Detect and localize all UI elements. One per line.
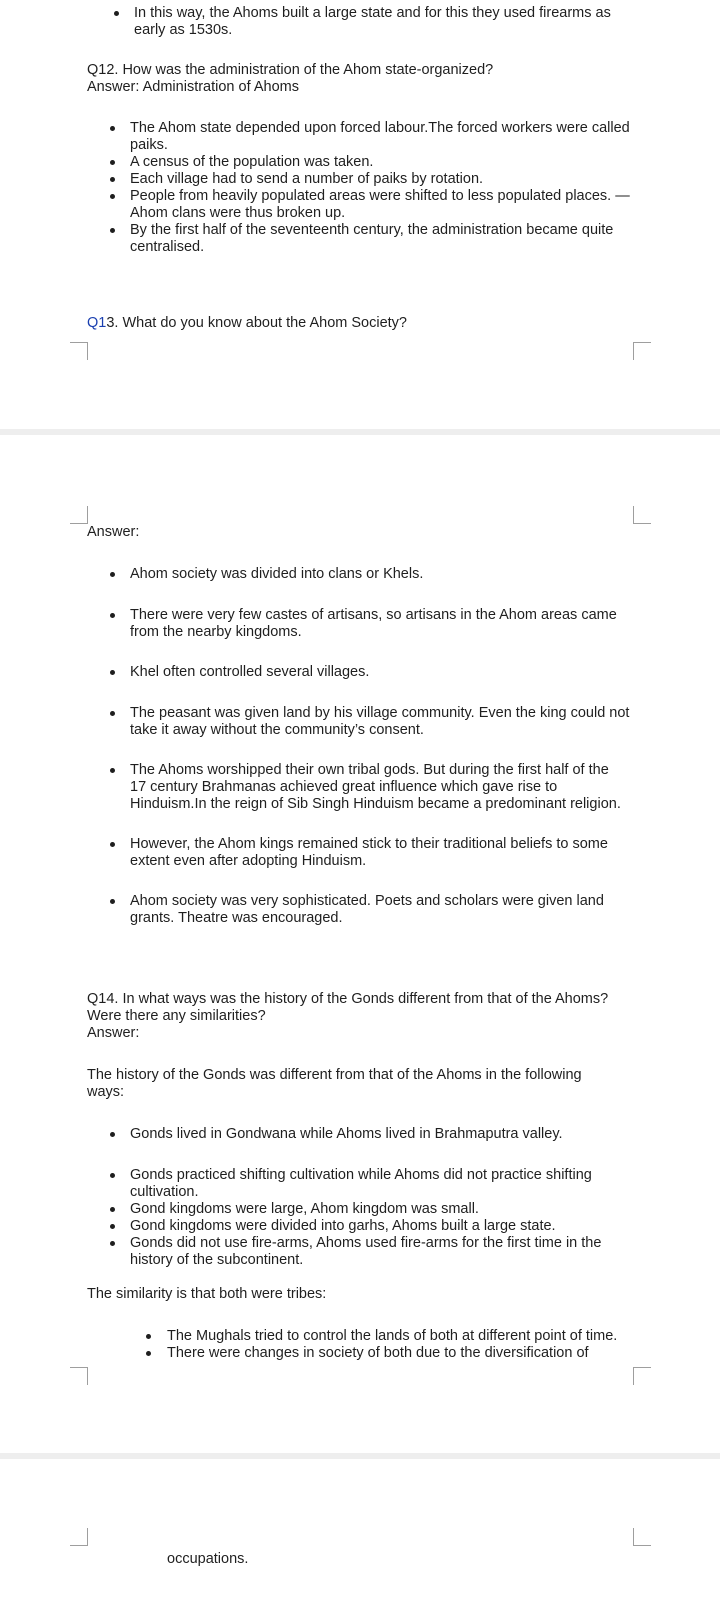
list-item: Gond kingdoms were large, Ahom kingdom was small.: [130, 1201, 479, 1217]
bullet-dot: [110, 160, 115, 165]
list-item: By the first half of the seventeenth century, the administration became quite: [130, 222, 614, 238]
similarity-heading: The similarity is that both were tribes:: [87, 1286, 327, 1302]
bullet-dot: [110, 1241, 115, 1246]
question-q14: Q14. In what ways was the history of the Gonds different from that of the Ahoms?: [87, 991, 609, 1007]
bullet-dot: [110, 572, 115, 577]
crop-mark-icon: [633, 342, 651, 360]
intro-text: ways:: [87, 1084, 125, 1100]
crop-mark-icon: [70, 1367, 88, 1385]
answer-label: Answer:: [87, 524, 140, 540]
crop-mark-icon: [70, 1528, 88, 1546]
question-text: 3. What do you know about the Ahom Society?: [106, 315, 407, 331]
list-item: The peasant was given land by his village community. Even the king could not: [130, 705, 630, 721]
list-item: The Ahoms worshipped their own tribal gods. But during the first half of the: [130, 762, 609, 778]
bullet-dot: [110, 670, 115, 675]
bullet-dot: [110, 1207, 115, 1212]
bullet-dot: [110, 126, 115, 131]
list-item: Hinduism.In the reign of Sib Singh Hinduism became a predominant religion.: [130, 796, 621, 812]
question-q12: Q12. How was the administration of the Ahom state-organized?: [87, 62, 494, 78]
document-page-1: [0, 0, 720, 432]
bullet-dot: [110, 1224, 115, 1229]
question-q13: [87, 315, 407, 332]
bullet-dot: [110, 228, 115, 233]
crop-mark-icon: [70, 342, 88, 360]
list-item: There were very few castes of artisans, so artisans in the Ahom areas came: [130, 607, 617, 623]
list-item: Each village had to send a number of paiks by rotation.: [130, 171, 484, 187]
list-item: 17 century Brahmanas achieved great influence which gave rise to: [130, 779, 558, 795]
list-item: Gonds lived in Gondwana while Ahoms lived in Brahmaputra valley.: [130, 1126, 563, 1142]
bullet-dot: [110, 768, 115, 773]
bullet-dot: [110, 711, 115, 716]
bullet-dot: [110, 899, 115, 904]
list-item: The Mughals tried to control the lands of both at different point of time.: [167, 1328, 618, 1344]
list-item: Gonds practiced shifting cultivation while Ahoms did not practice shifting: [130, 1167, 592, 1183]
bullet-dot: [146, 1351, 151, 1356]
list-item-continuation: occupations.: [167, 1551, 249, 1567]
bullet-dot: [110, 177, 115, 182]
list-item: A census of the population was taken.: [130, 154, 374, 170]
bullet-dot: [110, 1173, 115, 1178]
list-item: Ahom society was divided into clans or Khels.: [130, 566, 424, 582]
bullet-dot: [114, 11, 119, 16]
answer-title: Administration of Ahoms: [139, 79, 299, 95]
document-page-2: [0, 435, 720, 1453]
list-item: grants. Theatre was encouraged.: [130, 910, 343, 926]
crop-mark-icon: [633, 1528, 651, 1546]
bullet-dot: [110, 194, 115, 199]
list-item: paiks.: [130, 137, 168, 153]
list-item: People from heavily populated areas were shifted to less populated places. —: [130, 188, 630, 204]
list-item: extent even after adopting Hinduism.: [130, 853, 367, 869]
list-item: Gond kingdoms were divided into garhs, Ahoms built a large state.: [130, 1218, 556, 1234]
bullet-dot: [110, 842, 115, 847]
list-item: Ahom society was very sophisticated. Poets and scholars were given land: [130, 893, 604, 909]
list-item: The Ahom state depended upon forced labour.The forced workers were called: [130, 120, 630, 136]
list-item: from the nearby kingdoms.: [130, 624, 302, 640]
list-item: history of the subcontinent.: [130, 1252, 304, 1268]
crop-mark-icon: [633, 1367, 651, 1385]
crop-mark-icon: [633, 506, 651, 524]
list-item: take it away without the community’s consent.: [130, 722, 424, 738]
bullet-dot: [110, 613, 115, 618]
body-text: In this way, the Ahoms built a large state and for this they used firearms as: [134, 5, 611, 21]
question-number: Q1: [87, 315, 107, 331]
crop-mark-icon: [70, 506, 88, 524]
intro-text: The history of the Gonds was different from that of the Ahoms in the following: [87, 1067, 582, 1083]
list-item: cultivation.: [130, 1184, 199, 1200]
list-item: Khel often controlled several villages.: [130, 664, 370, 680]
bullet-dot: [146, 1334, 151, 1339]
answer-label: Answer:: [87, 1025, 140, 1041]
answer-label: Answer:: [87, 79, 140, 95]
list-item: Gonds did not use fire-arms, Ahoms used fire-arms for the first time in the: [130, 1235, 602, 1251]
document-page-3: [0, 1459, 720, 1600]
list-item: centralised.: [130, 239, 205, 255]
body-text: early as 1530s.: [134, 22, 233, 38]
bullet-dot: [110, 1132, 115, 1137]
answer-line: [87, 79, 299, 96]
list-item: However, the Ahom kings remained stick to their traditional beliefs to some: [130, 836, 608, 852]
list-item: Ahom clans were thus broken up.: [130, 205, 346, 221]
list-item: There were changes in society of both due to the diversification of: [167, 1345, 589, 1361]
question-q14: Were there any similarities?: [87, 1008, 266, 1024]
